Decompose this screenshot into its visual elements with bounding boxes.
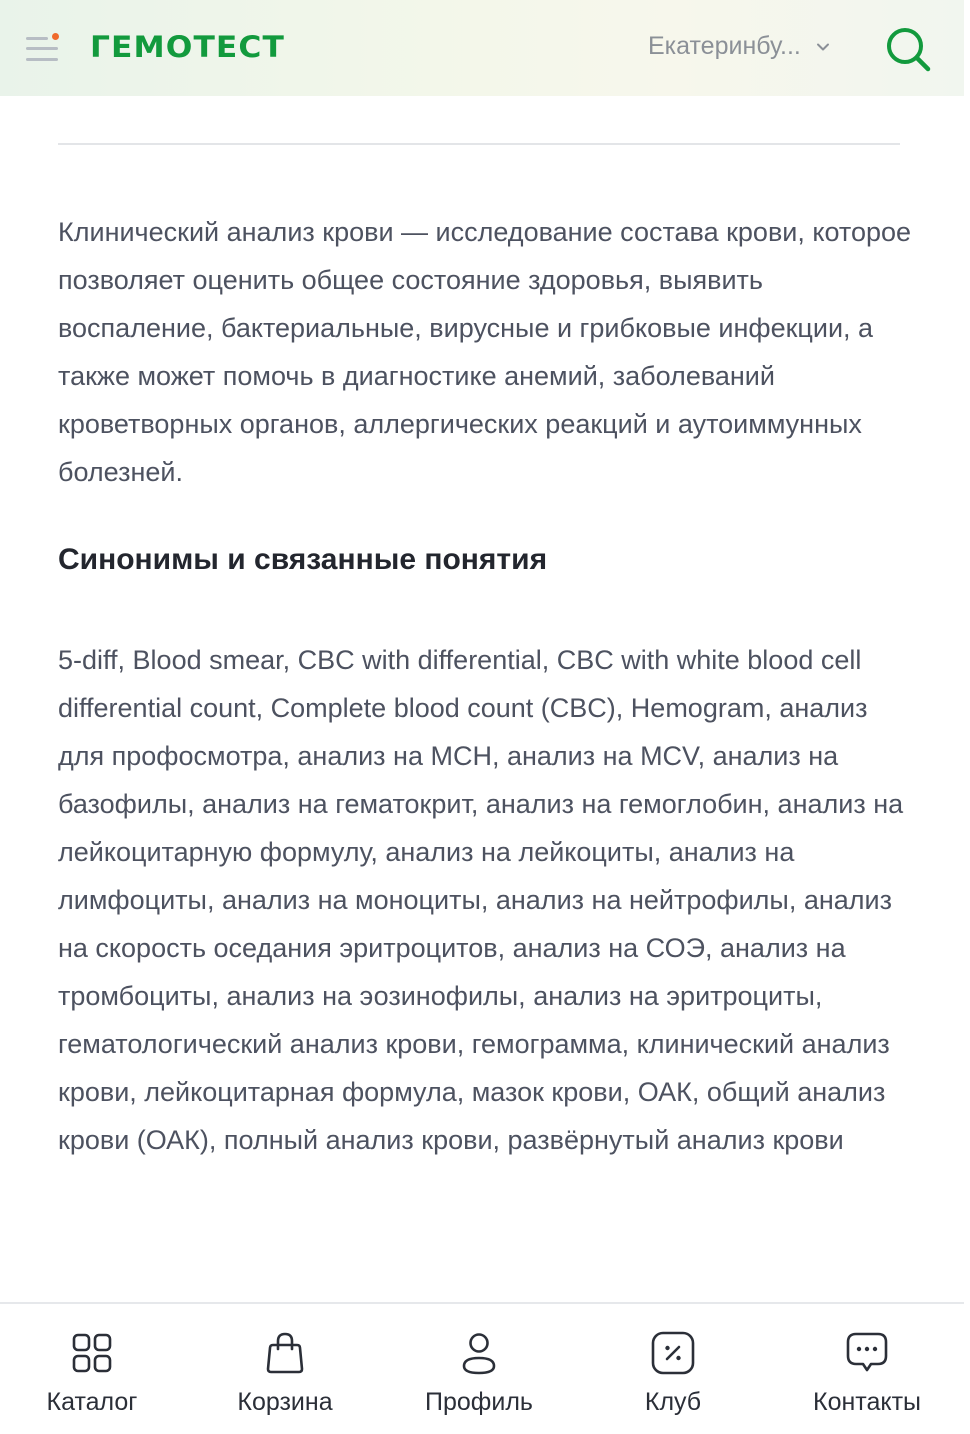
nav-label-catalog: Каталог [46, 1388, 138, 1416]
nav-item-profile[interactable] [389, 1304, 569, 1434]
burger-line [26, 58, 58, 61]
nav-label-profile: Профиль [425, 1388, 533, 1416]
catalog-grid-icon [69, 1330, 115, 1376]
search-icon[interactable] [884, 25, 932, 73]
logo[interactable]: ГЕМОТЕСТ [90, 30, 285, 64]
top-header [0, 0, 964, 96]
chevron-down-icon [815, 39, 831, 55]
nav-item-catalog[interactable] [2, 1304, 182, 1434]
nav-label-club: Клуб [644, 1388, 702, 1416]
burger-line [26, 47, 58, 50]
bottom-navigation [0, 1302, 964, 1434]
discount-club-icon [650, 1330, 696, 1376]
page-edge [964, 0, 970, 1434]
profile-icon [456, 1330, 502, 1376]
menu-burger-icon[interactable] [26, 33, 60, 63]
nav-label-contacts: Контакты [813, 1388, 921, 1416]
nav-item-cart[interactable] [195, 1304, 375, 1434]
chat-icon [844, 1330, 890, 1376]
city-label: Екатеринбу... [648, 32, 801, 60]
city-selector[interactable] [648, 32, 831, 61]
section-divider [58, 143, 900, 145]
synonyms-heading: Синонимы и связанные понятия [58, 543, 548, 576]
nav-item-contacts[interactable] [777, 1304, 957, 1434]
test-description: Клинический анализ крови — исследование состава крови, которое позволяет оценить общее состояние здоровья, выявить воспаление, бактериальные, вирусные и грибковые инфекции, а также может помочь в диагностике анемий, заболеваний кроветворных органов, аллергических реакций и аутоиммунных болезней. [58, 217, 912, 487]
synonyms-text: 5-diff, Blood smear, CBC with differential, CBC with white blood cell differential count, Complete blood count (CBC), Hemogram, анализ для профосмотра, анализ на MCH, анализ на MCV, анализ на базофилы, анализ на гематокрит, анализ на гемоглобин, анализ на лейкоцитарную формулу, анализ на лейкоциты, анализ на лимфоциты, анализ на моноциты, анализ на нейтрофилы, анализ на скорость оседания эритроцитов, анализ на СОЭ, анализ на тромбоциты, анализ на эозинофилы, анализ на эритроциты, гематологический анализ крови, гемограмма, клинический анализ крови, лейкоцитарная формула, мазок крови, ОАК, общий анализ крови (ОАК), полный анализ крови, развёрнутый анализ крови [58, 645, 904, 1155]
shopping-bag-icon [262, 1330, 308, 1376]
notification-dot [52, 33, 59, 40]
burger-line [26, 37, 48, 40]
nav-item-club[interactable] [583, 1304, 763, 1434]
nav-label-cart: Корзина [237, 1388, 333, 1416]
